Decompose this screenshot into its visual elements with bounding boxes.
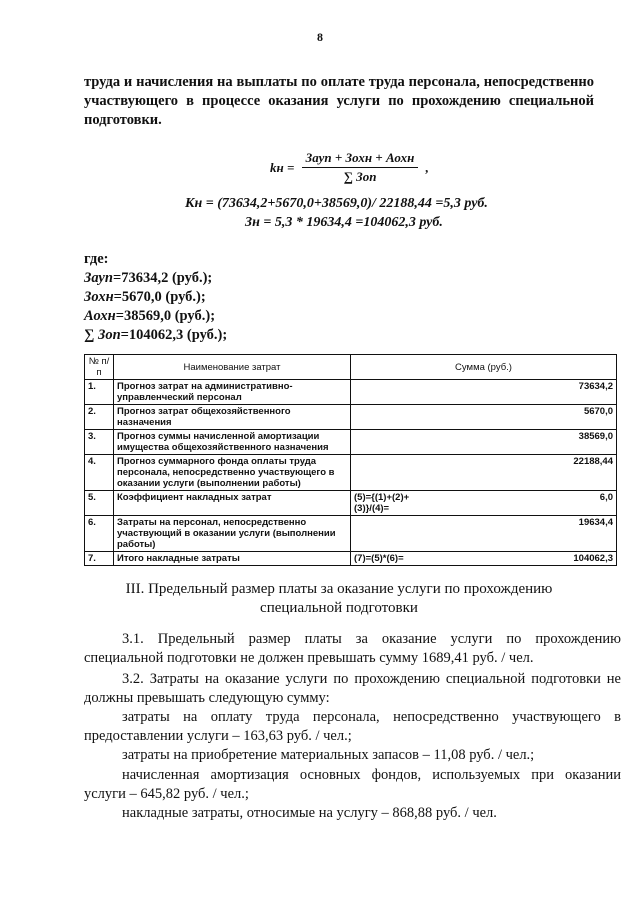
overhead-coefficient-formula	[270, 150, 429, 185]
row-sum: 73634,2	[447, 380, 617, 405]
row-number: 2.	[85, 405, 114, 430]
formula-tail: ,	[425, 159, 429, 175]
row-number: 4.	[85, 455, 114, 491]
row-sum: 104062,3	[447, 552, 617, 566]
page-number: 8	[317, 30, 323, 44]
row-formula	[351, 405, 448, 430]
row-number: 5.	[85, 491, 114, 516]
table-row	[85, 430, 617, 455]
where-label: где:	[84, 251, 109, 267]
where-value: =104062,3 (руб.);	[120, 327, 228, 343]
paragraph-depreciation: начисленная амортизация основных фондов, используемых при оказании услуги – 645,82 руб. / чел.;	[84, 767, 621, 802]
overhead-costs-table	[84, 354, 617, 566]
where-item	[84, 326, 227, 345]
table-row	[85, 455, 617, 491]
row-number: 3.	[85, 430, 114, 455]
calc-line-total: Зн = 5,3 * 19634,4 =104062,3 руб.	[245, 215, 443, 230]
table-row	[85, 491, 617, 516]
row-name: Прогноз затрат на административно-управленческий персонал	[114, 380, 351, 405]
intro-paragraph: труда и начисления на выплаты по оплате труда персонала, непосредственно участвующего в процессе оказания услуги по прохождению специальной подготовки.	[84, 74, 594, 128]
where-item	[84, 307, 227, 326]
calc-line-coefficient: Кн = (73634,2+5670,0+38569,0)/ 22188,44 =5,3 руб.	[185, 196, 488, 211]
row-formula	[351, 516, 448, 552]
where-item	[84, 288, 227, 307]
header-sum: Сумма (руб.)	[351, 355, 617, 380]
table-row	[85, 405, 617, 430]
row-formula	[351, 430, 448, 455]
where-symbol: Зауп	[84, 270, 113, 286]
header-name: Наименование затрат	[114, 355, 351, 380]
formula-numerator: Зауп + Зохн + Аохн	[302, 150, 419, 168]
paragraph-3-1: 3.1. Предельный размер платы за оказание услуги по прохождению специальной подготовки не должен превышать сумму 1689,41 руб. / чел.	[84, 631, 621, 666]
row-formula	[351, 380, 448, 405]
row-sum: 5670,0	[447, 405, 617, 430]
where-value: =5670,0 (руб.);	[113, 289, 206, 305]
row-number: 7.	[85, 552, 114, 566]
header-number: № п/п	[85, 355, 114, 380]
paragraph-materials-costs: затраты на приобретение материальных запасов – 11,08 руб. / чел.;	[122, 747, 535, 763]
where-symbol: Зохн	[84, 289, 114, 305]
table-row	[85, 380, 617, 405]
paragraph-3-2: 3.2. Затраты на оказание услуги по прохождению специальной подготовки не должны превышать следующую сумму:	[84, 671, 621, 706]
row-number: 1.	[85, 380, 114, 405]
row-number: 6.	[85, 516, 114, 552]
table-row	[85, 516, 617, 552]
row-name: Итого накладные затраты	[114, 552, 351, 566]
formula-fraction	[302, 150, 419, 185]
formula-lhs: kн =	[270, 159, 295, 175]
row-formula: (7)=(5)*(6)=	[351, 552, 448, 566]
row-formula	[351, 455, 448, 491]
row-sum: 19634,4	[447, 516, 617, 552]
where-value: =73634,2 (руб.);	[112, 270, 213, 286]
row-sum: 6,0	[447, 491, 617, 516]
table-row	[85, 552, 617, 566]
row-name: Прогноз суммарного фонда оплаты труда персонала, непосредственно участвующего в оказании услуги (выполнении работы)	[114, 455, 351, 491]
row-name: Прогноз затрат общехозяйственного назначения	[114, 405, 351, 430]
row-name: Затраты на персонал, непосредственно участвующий в оказании услуги (выполнении работы)	[114, 516, 351, 552]
where-symbol: Аохн	[84, 308, 116, 324]
row-sum: 38569,0	[447, 430, 617, 455]
row-name: Коэффициент накладных затрат	[114, 491, 351, 516]
where-item	[84, 269, 227, 288]
where-value: =38569,0 (руб.);	[115, 308, 216, 324]
row-name: Прогноз суммы начисленной амортизации имущества общехозяйственного назначения	[114, 430, 351, 455]
table-header-row	[85, 355, 617, 380]
paragraph-labor-costs: затраты на оплату труда персонала, непосредственно участвующего в предоставлении услуги – 163,63 руб. / чел.;	[84, 709, 621, 744]
formula-denominator: ∑ Зоп	[343, 169, 377, 184]
where-block	[84, 250, 227, 345]
paragraph-overhead-costs: накладные затраты, относимые на услугу – 868,88 руб. / чел.	[122, 805, 497, 821]
row-sum: 22188,44	[447, 455, 617, 491]
where-symbol: ∑ Зоп	[84, 327, 121, 343]
section-title: III. Предельный размер платы за оказание услуги по прохождению специальной подготовки	[125, 581, 553, 616]
row-formula: (5)={(1)+(2)+(3)}/(4)=	[351, 491, 448, 516]
